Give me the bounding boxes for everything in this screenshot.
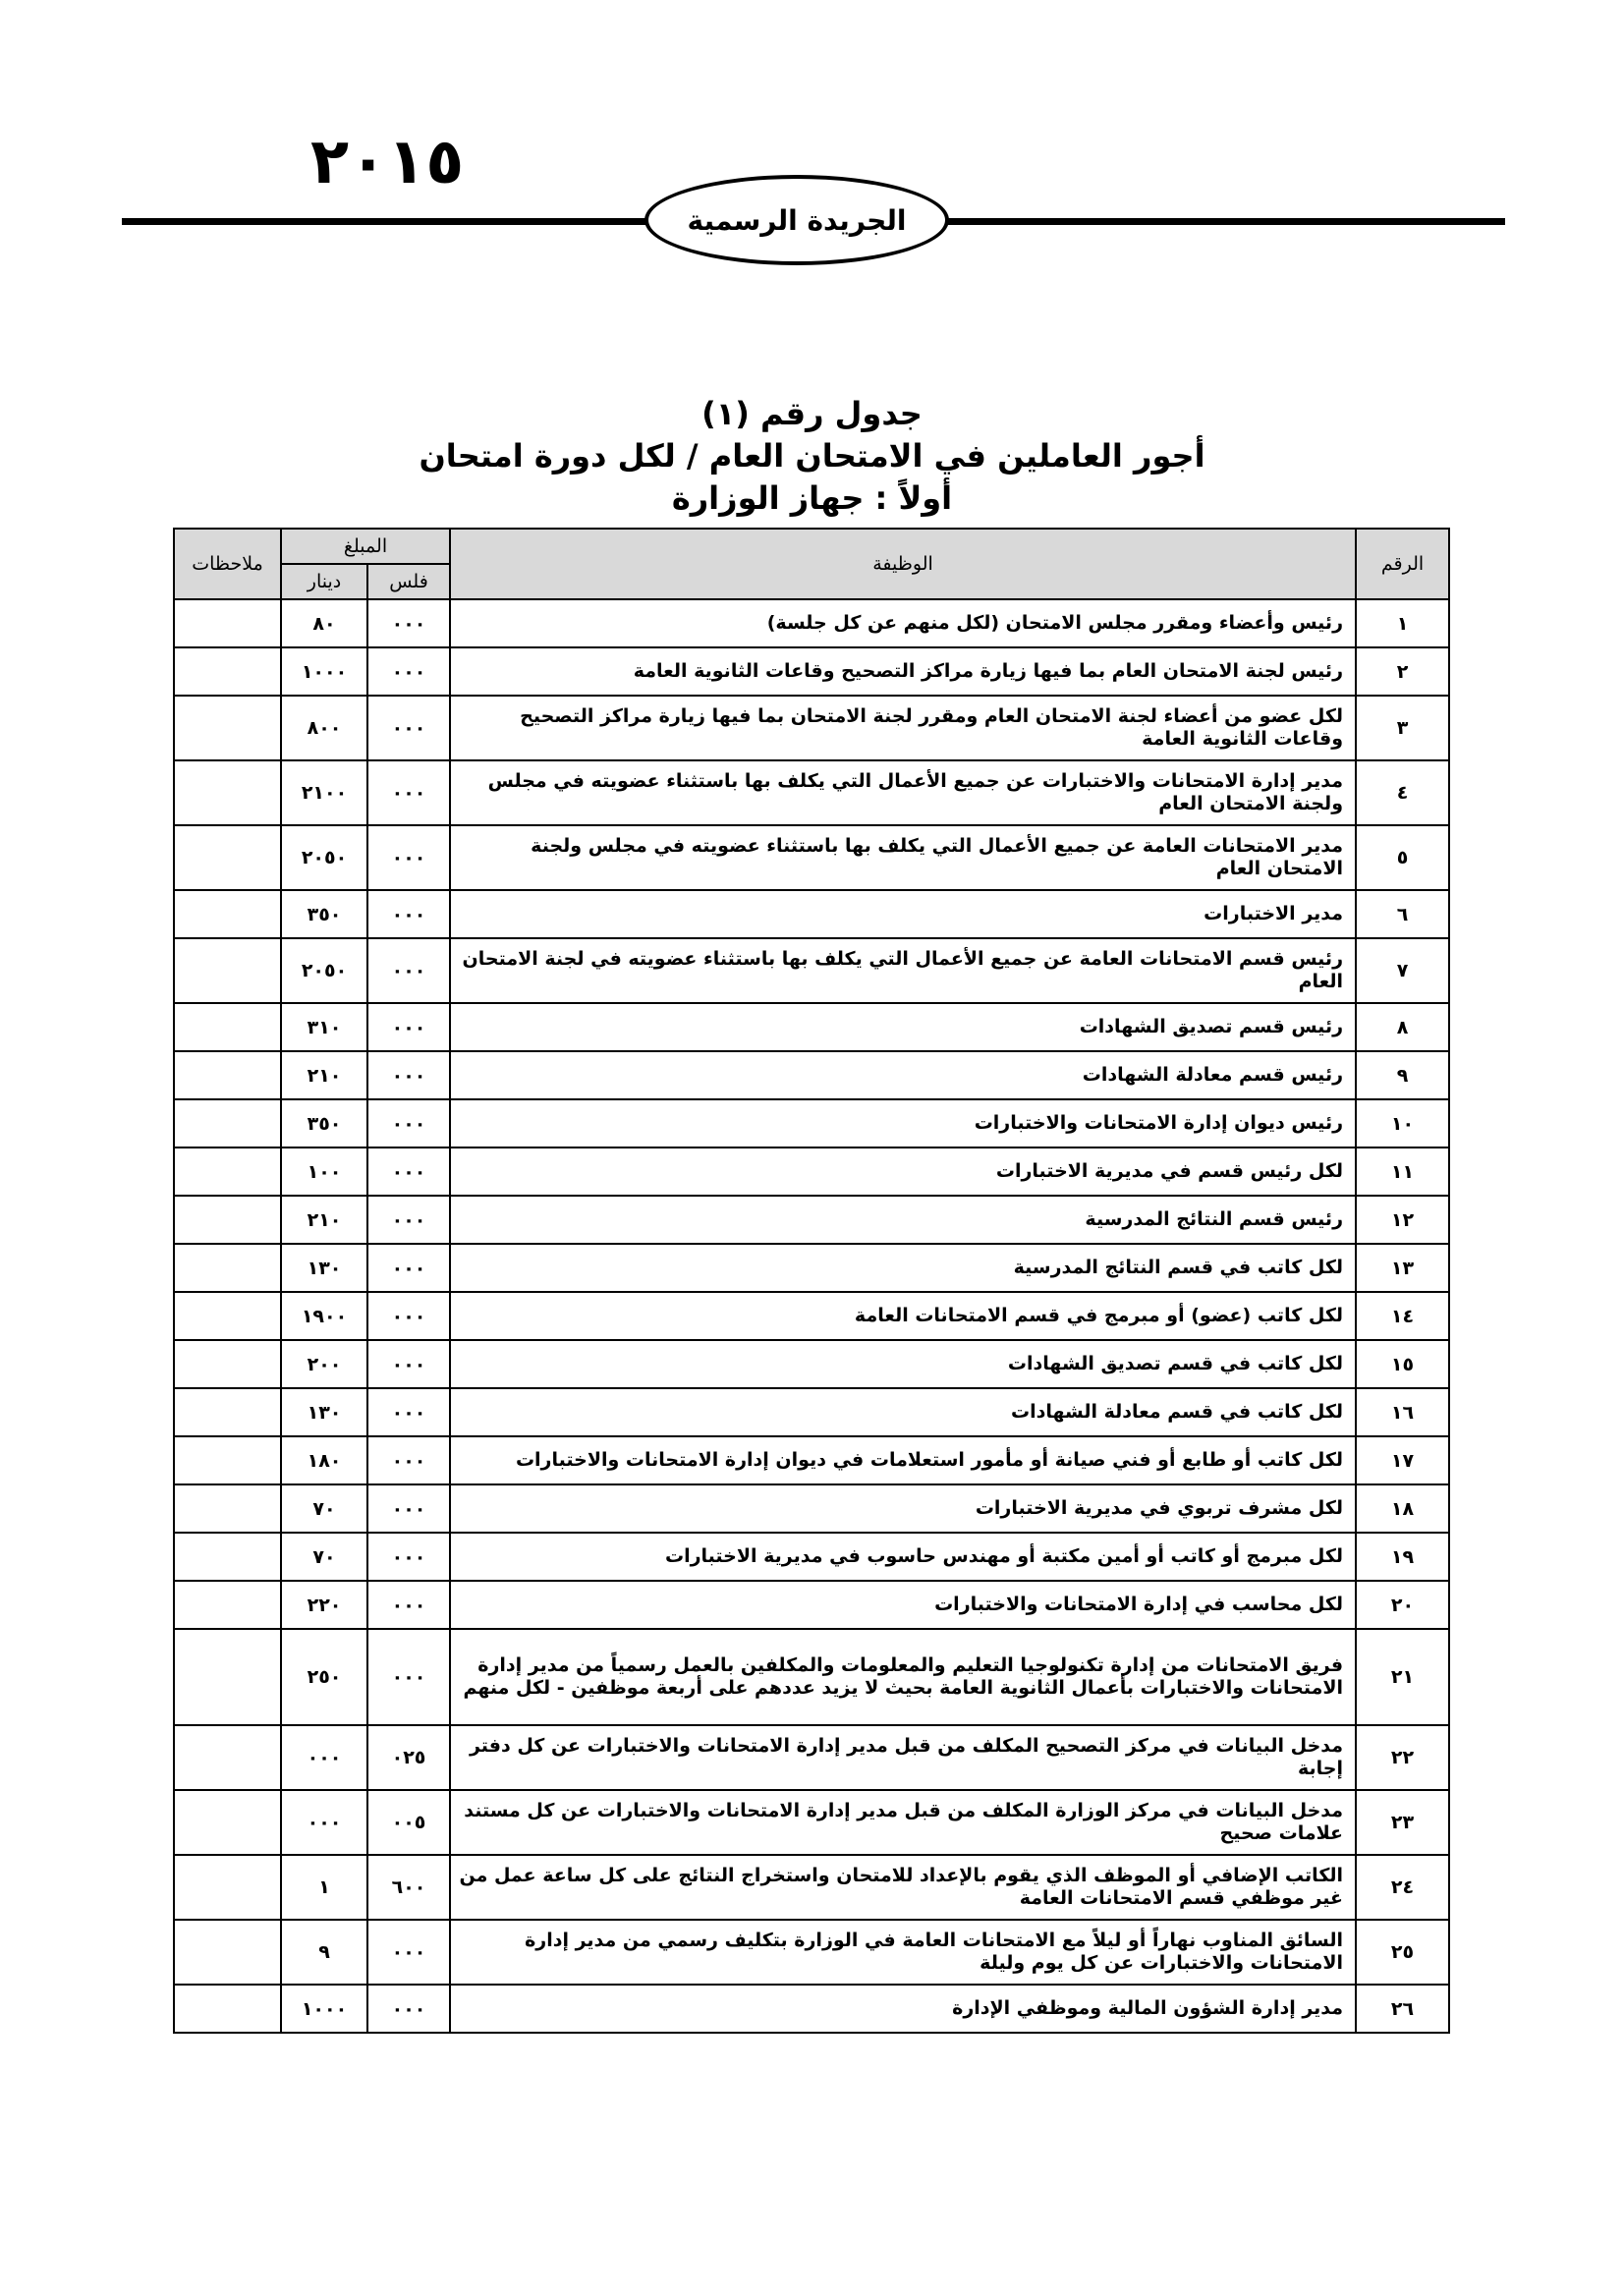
row-job: مدير إدارة الامتحانات والاختبارات عن جميع الأعمال التي يكلف بها باستثناء عضويته في مجلس ولجنة الامتحان العام [450,760,1356,825]
row-dinar: ١٣٠ [281,1388,367,1436]
row-job: لكل عضو من أعضاء لجنة الامتحان العام ومقرر لجنة الامتحان بما فيها زيارة مراكز التصحيح وقاعات الثانوية العامة [450,696,1356,760]
row-number: ١٦ [1356,1388,1449,1436]
row-notes [174,1855,281,1920]
table-row [174,1388,1449,1436]
row-number: ١ [1356,599,1449,647]
table-section-title: أولاً : جهاز الوزارة [671,479,953,517]
row-dinar: ١٠٠٠ [281,647,367,696]
table-row [174,825,1449,890]
row-notes [174,1003,281,1051]
row-fils: ٠٠٠ [367,647,450,696]
row-dinar: ٧٠ [281,1533,367,1581]
row-fils: ٠٠٠ [367,1196,450,1244]
row-number: ١٤ [1356,1292,1449,1340]
table-row [174,599,1449,647]
row-number: ٢٠ [1356,1581,1449,1629]
row-number: ١٥ [1356,1340,1449,1388]
row-notes [174,1148,281,1196]
row-notes [174,1725,281,1790]
row-fils: ٠٠٠ [367,1099,450,1148]
row-notes [174,647,281,696]
row-number: ١٨ [1356,1484,1449,1533]
row-number: ٤ [1356,760,1449,825]
row-notes [174,1920,281,1985]
row-dinar: ٧٠ [281,1484,367,1533]
row-job: رئيس ديوان إدارة الامتحانات والاختبارات [450,1099,1356,1148]
table-subtitle: أجور العاملين في الامتحان العام / لكل دورة امتحان [419,437,1205,475]
row-job: رئيس لجنة الامتحان العام بما فيها زيارة مراكز التصحيح وقاعات الثانوية العامة [450,647,1356,696]
table-row [174,1985,1449,2033]
row-fils: ٠٠٠ [367,1581,450,1629]
row-notes [174,1533,281,1581]
row-number: ١٠ [1356,1099,1449,1148]
row-job: لكل مشرف تربوي في مديرية الاختبارات [450,1484,1356,1533]
row-fils: ٠٠٠ [367,1244,450,1292]
header-notes: ملاحظات [174,529,281,599]
row-job: لكل محاسب في إدارة الامتحانات والاختبارات [450,1581,1356,1629]
row-number: ٧ [1356,938,1449,1003]
header-number: الرقم [1356,529,1449,599]
row-number: ٢١ [1356,1629,1449,1725]
row-number: ٢ [1356,647,1449,696]
row-fils: ٠٠٠ [367,890,450,938]
row-notes [174,1436,281,1484]
row-dinar: ١ [281,1855,367,1920]
row-job: لكل مبرمج أو كاتب أو أمين مكتبة أو مهندس حاسوب في مديرية الاختبارات [450,1533,1356,1581]
row-job: فريق الامتحانات من إدارة تكنولوجيا التعليم والمعلومات والمكلفين بالعمل رسمياً من مدير إدارة الامتحانات والاختبارات بأعمال الثانوية العامة بحيث لا يزيد عددهم على أربعة موظفين - لكل منهم [450,1629,1356,1725]
table-row [174,1292,1449,1340]
row-dinar: ٢١٠٠ [281,760,367,825]
row-fils: ٠٢٥ [367,1725,450,1790]
page-number: ٢٠١٥ [310,126,465,198]
row-job: لكل كاتب أو طابع أو فني صيانة أو مأمور استعلامات في ديوان إدارة الامتحانات والاختبارات [450,1436,1356,1484]
row-notes [174,1292,281,1340]
table-row [174,1003,1449,1051]
row-fils: ٠٠٠ [367,1629,450,1725]
row-fils: ٠٠٠ [367,760,450,825]
row-fils: ٠٠٠ [367,1340,450,1388]
row-fils: ٠٠٥ [367,1790,450,1855]
row-job: لكل كاتب في قسم تصديق الشهادات [450,1340,1356,1388]
row-job: رئيس قسم الامتحانات العامة عن جميع الأعمال التي يكلف بها باستثناء عضويته في لجنة الامتحان العام [450,938,1356,1003]
row-number: ١١ [1356,1148,1449,1196]
row-notes [174,599,281,647]
row-fils: ٠٠٠ [367,1003,450,1051]
row-job: مدير إدارة الشؤون المالية وموظفي الإدارة [450,1985,1356,2033]
row-notes [174,1388,281,1436]
row-notes [174,1196,281,1244]
row-dinar: ٢٠٥٠ [281,825,367,890]
row-dinar: ٣١٠ [281,1003,367,1051]
row-notes [174,1484,281,1533]
row-dinar: ١٨٠ [281,1436,367,1484]
row-fils: ٠٠٠ [367,1388,450,1436]
table-row [174,647,1449,696]
row-job: رئيس وأعضاء ومقرر مجلس الامتحان (لكل منهم عن كل جلسة) [450,599,1356,647]
table-row [174,760,1449,825]
row-job: مدير الامتحانات العامة عن جميع الأعمال التي يكلف بها باستثناء عضويته في مجلس ولجنة الامتحان العام [450,825,1356,890]
row-job: رئيس قسم النتائج المدرسية [450,1196,1356,1244]
header-label: الجريدة الرسمية [687,203,907,237]
table-row [174,1790,1449,1855]
row-fils: ٠٠٠ [367,1292,450,1340]
row-job: رئيس قسم معادلة الشهادات [450,1051,1356,1099]
row-fils: ٠٠٠ [367,938,450,1003]
row-notes [174,1985,281,2033]
row-dinar: ٢٠٠ [281,1340,367,1388]
table-row [174,1436,1449,1484]
row-notes [174,1581,281,1629]
row-job: لكل كاتب في قسم معادلة الشهادات [450,1388,1356,1436]
table-row [174,890,1449,938]
table-row [174,1148,1449,1196]
table-row [174,1244,1449,1292]
row-job: لكل كاتب (عضو) أو مبرمج في قسم الامتحانات العامة [450,1292,1356,1340]
row-number: ٥ [1356,825,1449,890]
row-job: مدير الاختبارات [450,890,1356,938]
row-dinar: ٩ [281,1920,367,1985]
row-number: ٩ [1356,1051,1449,1099]
row-job: الكاتب الإضافي أو الموظف الذي يقوم بالإعداد للامتحان واستخراج النتائج على كل ساعة عمل من غير موظفي قسم الامتحانات العامة [450,1855,1356,1920]
row-fils: ٠٠٠ [367,1920,450,1985]
row-notes [174,890,281,938]
row-notes [174,1629,281,1725]
table-row [174,1855,1449,1920]
row-number: ٢٢ [1356,1725,1449,1790]
table-row [174,1581,1449,1629]
row-fils: ٠٠٠ [367,1051,450,1099]
row-number: ١٢ [1356,1196,1449,1244]
row-dinar: ٢٢٠ [281,1581,367,1629]
table-row [174,1725,1449,1790]
header-oval [644,175,949,265]
table-row [174,1533,1449,1581]
row-fils: ٠٠٠ [367,599,450,647]
header-dinar: دينار [281,564,367,599]
row-dinar: ١٠٠ [281,1148,367,1196]
row-fils: ٠٠٠ [367,825,450,890]
row-job: مدخل البيانات في مركز التصحيح المكلف من قبل مدير إدارة الامتحانات والاختبارات عن كل دفتر إجابة [450,1725,1356,1790]
row-dinar: ٠٠٠ [281,1725,367,1790]
table-row [174,1196,1449,1244]
row-job: السائق المناوب نهاراً أو ليلاً مع الامتحانات العامة في الوزارة بتكليف رسمي من مدير إدارة الامتحانات والاختبارات عن كل يوم وليلة [450,1920,1356,1985]
row-dinar: ٢٥٠ [281,1629,367,1725]
table-row [174,1920,1449,1985]
row-dinar: ٢١٠ [281,1051,367,1099]
row-dinar: ٨٠٠ [281,696,367,760]
row-dinar: ١٩٠٠ [281,1292,367,1340]
row-job: لكل رئيس قسم في مديرية الاختبارات [450,1148,1356,1196]
row-dinar: ١٣٠ [281,1244,367,1292]
header-fils: فلس [367,564,450,599]
header-job: الوظيفة [450,529,1356,599]
row-notes [174,825,281,890]
table-titles [0,393,1624,520]
row-fils: ٠٠٠ [367,1484,450,1533]
wages-table [173,528,1450,2034]
row-notes [174,1340,281,1388]
row-fils: ٠٠٠ [367,1985,450,2033]
row-number: ١٧ [1356,1436,1449,1484]
table-row [174,1099,1449,1148]
table-row [174,938,1449,1003]
row-job: مدخل البيانات في مركز الوزارة المكلف من قبل مدير إدارة الامتحانات والاختبارات عن كل مستند علامات صحيح [450,1790,1356,1855]
row-dinar: ٢٠٥٠ [281,938,367,1003]
table-row [174,1051,1449,1099]
row-notes [174,1051,281,1099]
row-number: ٢٥ [1356,1920,1449,1985]
row-dinar: ٣٥٠ [281,890,367,938]
row-number: ١٣ [1356,1244,1449,1292]
row-number: ٨ [1356,1003,1449,1051]
row-number: ٢٤ [1356,1855,1449,1920]
row-notes [174,938,281,1003]
row-dinar: ٣٥٠ [281,1099,367,1148]
row-number: ١٩ [1356,1533,1449,1581]
row-notes [174,1244,281,1292]
header-amount: المبلغ [281,529,450,564]
table-row [174,1484,1449,1533]
row-dinar: ٢١٠ [281,1196,367,1244]
row-fils: ٠٠٠ [367,1533,450,1581]
row-notes [174,1790,281,1855]
table-row [174,1629,1449,1725]
row-job: لكل كاتب في قسم النتائج المدرسية [450,1244,1356,1292]
row-fils: ٠٠٠ [367,1436,450,1484]
row-fils: ٠٠٠ [367,696,450,760]
row-dinar: ٠٠٠ [281,1790,367,1855]
row-job: رئيس قسم تصديق الشهادات [450,1003,1356,1051]
table-row [174,1340,1449,1388]
table-title: جدول رقم (١) [701,395,923,432]
table-row [174,696,1449,760]
row-fils: ٦٠٠ [367,1855,450,1920]
row-dinar: ٨٠ [281,599,367,647]
row-notes [174,696,281,760]
row-notes [174,760,281,825]
row-dinar: ١٠٠٠ [281,1985,367,2033]
row-notes [174,1099,281,1148]
row-fils: ٠٠٠ [367,1148,450,1196]
row-number: ٣ [1356,696,1449,760]
table-body [174,599,1449,2033]
row-number: ٢٣ [1356,1790,1449,1855]
row-number: ٢٦ [1356,1985,1449,2033]
row-number: ٦ [1356,890,1449,938]
